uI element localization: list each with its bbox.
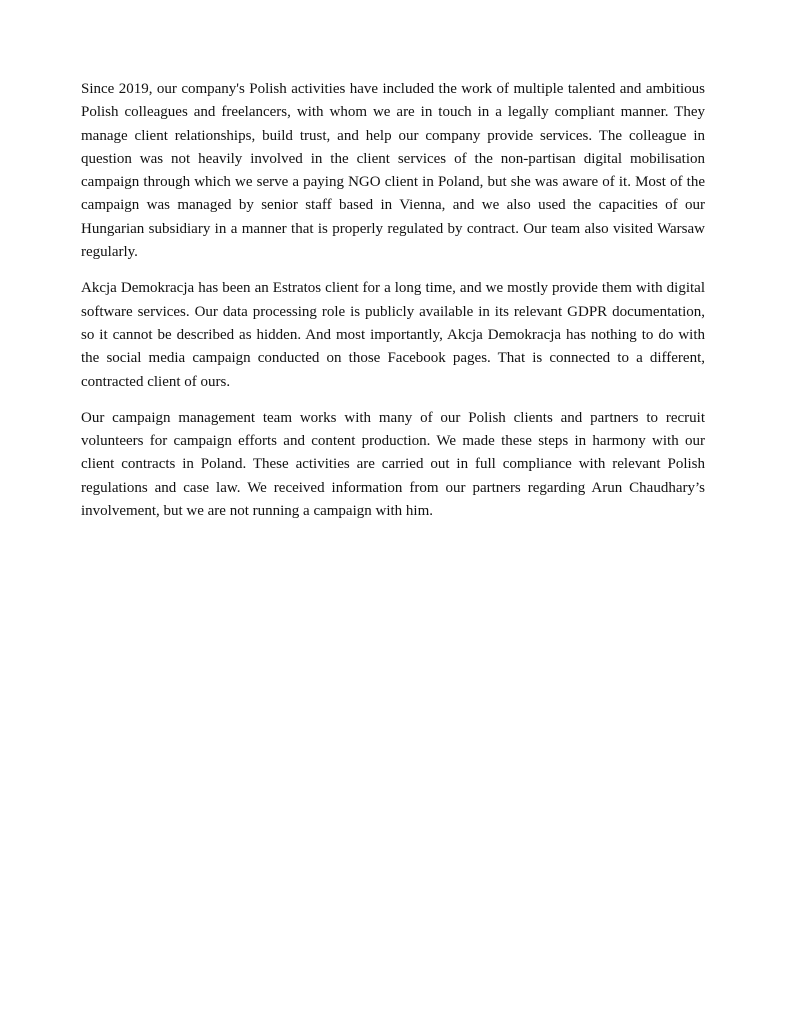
paragraph-campaign-management: Our campaign management team works with many of our Polish clients and partners to recruit volunteers for campaign efforts and content production. We made these steps in harmony with our client contracts in Poland. These activities are carried out in full compliance with relevant Polish regulations and case law. We received information from our partners regarding Arun Chaudhary’s involvement, but we are not running a campaign with him.: [81, 409, 705, 520]
document-body: [81, 78, 705, 536]
paragraph-polish-activities: Since 2019, our company's Polish activities have included the work of multiple talented and ambitious Polish colleagues and freelancers, with whom we are in touch in a legally compliant manner. They manage client relationships, build trust, and help our company provide services. The colleague in question was not heavily involved in the client services of the non-partisan digital mobilisation campaign through which we serve a paying NGO client in Poland, but she was aware of it. Most of the campaign was managed by senior staff based in Vienna, and we also used the capacities of our Hungarian subsidiary in a manner that is properly regulated by contract. Our team also visited Warsaw regularly.: [81, 81, 705, 261]
paragraph-akcja-demokracja: Akcja Demokracja has been an Estratos client for a long time, and we mostly provide them with digital software services. Our data processing role is publicly available in its relevant GDPR documentation, so it cannot be described as hidden. And most importantly, Akcja Demokracja has nothing to do with the social media campaign conducted on those Facebook pages. That is connected to a different, contracted client of ours.: [81, 280, 705, 390]
